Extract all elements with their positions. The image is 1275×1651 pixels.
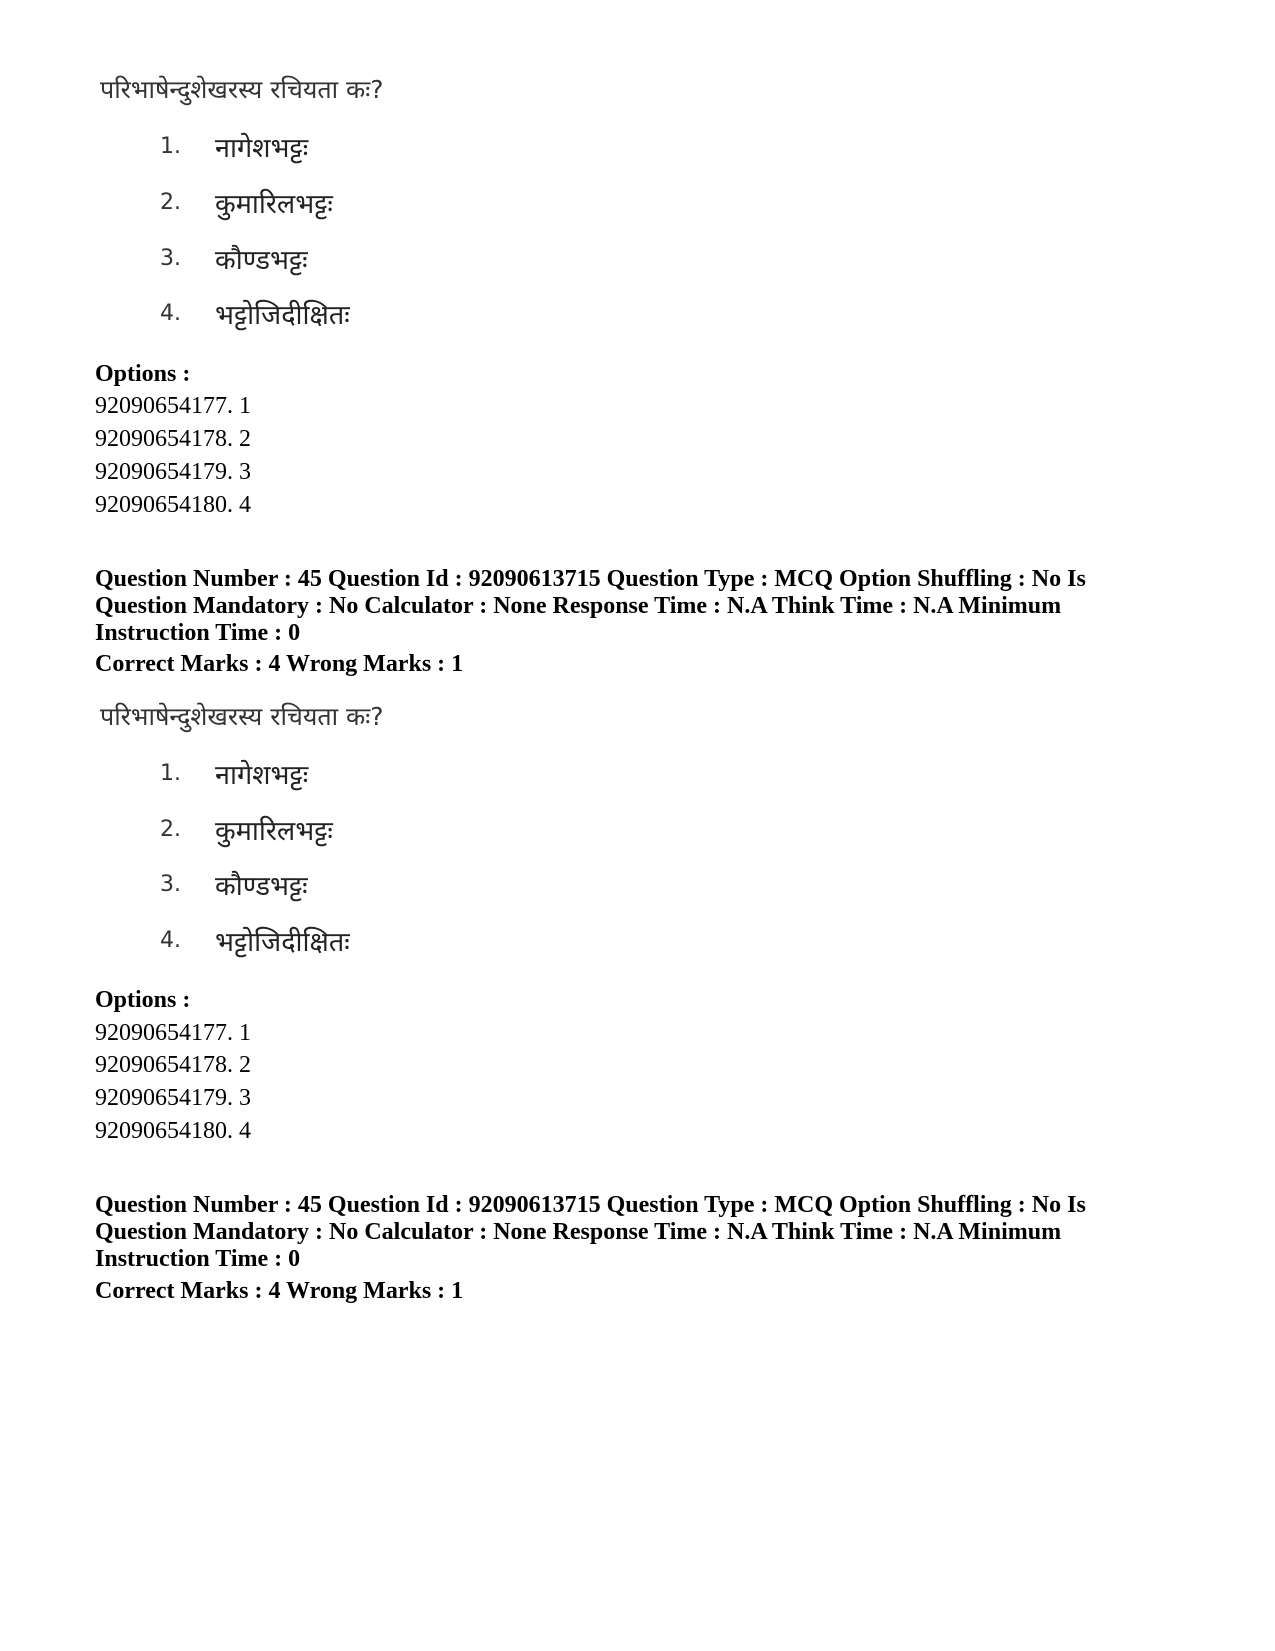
- choice-item: [0, 128, 600, 168]
- choice-item: [0, 866, 600, 906]
- choice-number: 1.: [160, 134, 181, 159]
- choice-text: कुमारिलभट्टः: [215, 816, 333, 847]
- choice-item: [0, 922, 600, 962]
- choice-item: [0, 811, 600, 851]
- choice-item: [0, 184, 600, 224]
- choice-item: [0, 295, 600, 335]
- options-heading: Options :: [95, 361, 191, 387]
- choice-text: नागेशभट्टः: [215, 760, 309, 791]
- choice-number: 1.: [160, 761, 181, 786]
- question-meta-line: Instruction Time : 0: [95, 1246, 301, 1272]
- choice-text: भट्टोजिदीक्षितः: [215, 927, 350, 958]
- choice-item: [0, 755, 600, 795]
- question-meta-line: Question Mandatory : No Calculator : None Response Time : N.A Think Time : N.A Minimum: [95, 593, 1062, 619]
- choice-text: कौण्डभट्टः: [215, 245, 308, 276]
- marks-line: Correct Marks : 4 Wrong Marks : 1: [95, 1278, 464, 1304]
- choice-text: कुमारिलभट्टः: [215, 189, 333, 220]
- choice-number: 2.: [160, 190, 181, 215]
- question-text: परिभाषेन्दुशेखरस्य रचियता कः?: [100, 75, 384, 104]
- option-line: 92090654177. 1: [95, 393, 251, 419]
- choice-number: 4.: [160, 301, 181, 326]
- question-meta-line: Question Number : 45 Question Id : 92090613715 Question Type : MCQ Option Shuffling : No Is: [95, 566, 1086, 592]
- question-meta: [95, 566, 1195, 647]
- question-meta-line: Question Mandatory : No Calculator : None Response Time : N.A Think Time : N.A Minimum: [95, 1219, 1062, 1245]
- choice-text: नागेशभट्टः: [215, 133, 309, 164]
- option-line: 92090654180. 4: [95, 1118, 251, 1144]
- choice-number: 3.: [160, 246, 181, 271]
- option-line: 92090654178. 2: [95, 1052, 251, 1078]
- question-meta-line: Instruction Time : 0: [95, 620, 301, 646]
- choice-number: 2.: [160, 817, 181, 842]
- question-meta: [95, 1192, 1195, 1273]
- marks-line: Correct Marks : 4 Wrong Marks : 1: [95, 651, 464, 677]
- question-text: परिभाषेन्दुशेखरस्य रचियता कः?: [100, 702, 384, 731]
- choice-text: कौण्डभट्टः: [215, 871, 308, 902]
- option-line: 92090654179. 3: [95, 459, 251, 485]
- option-line: 92090654177. 1: [95, 1020, 251, 1046]
- option-line: 92090654178. 2: [95, 426, 251, 452]
- question-meta-line: Question Number : 45 Question Id : 92090613715 Question Type : MCQ Option Shuffling : No Is: [95, 1192, 1086, 1218]
- option-line: 92090654180. 4: [95, 492, 251, 518]
- choice-number: 4.: [160, 928, 181, 953]
- choice-number: 3.: [160, 872, 181, 897]
- choice-text: भट्टोजिदीक्षितः: [215, 300, 350, 331]
- options-heading: Options :: [95, 987, 191, 1013]
- option-line: 92090654179. 3: [95, 1085, 251, 1111]
- choice-item: [0, 240, 600, 280]
